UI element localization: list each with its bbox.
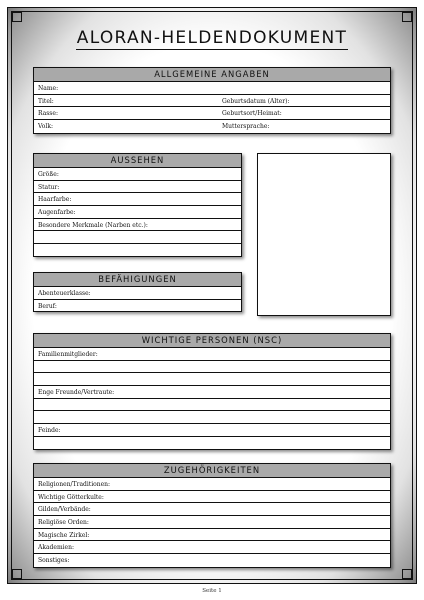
field-label: Sonstiges: (38, 557, 70, 565)
form-row[interactable] (34, 503, 390, 516)
field-label: Rasse: (38, 110, 58, 118)
form-row-volk[interactable] (34, 120, 390, 133)
form-row[interactable] (34, 491, 390, 504)
form-row-titel[interactable] (34, 95, 390, 108)
field-label: Muttersprache: (222, 123, 270, 131)
section-allgemeine (33, 67, 391, 134)
field-label: Abenteuerklasse: (38, 290, 91, 297)
page-number: Seite 1 (202, 588, 222, 594)
form-row[interactable] (34, 181, 241, 194)
section-header: BEFÄHIGUNGEN (34, 273, 241, 287)
field-label: Magische Zirkel: (38, 531, 90, 539)
document-title-wrap (0, 28, 424, 48)
form-row[interactable] (34, 219, 241, 232)
form-row[interactable] (34, 516, 390, 529)
form-row-blank[interactable] (34, 231, 241, 244)
form-row-blank[interactable] (34, 244, 241, 257)
document-title: ALORAN-HELDENDOKUMENT (76, 28, 348, 48)
form-row[interactable] (34, 206, 241, 219)
form-row[interactable] (34, 424, 390, 437)
form-row[interactable] (34, 348, 390, 361)
field-label: Haarfarbe: (38, 196, 72, 204)
section-aussehen (33, 153, 242, 257)
form-row[interactable] (34, 478, 390, 491)
form-row[interactable] (34, 554, 390, 567)
form-row-name[interactable] (34, 82, 390, 95)
field-label: Akademien: (38, 544, 74, 552)
section-personen (33, 333, 391, 450)
form-row-blank[interactable] (34, 437, 390, 450)
field-label: Beruf: (38, 302, 57, 310)
section-header: AUSSEHEN (34, 154, 241, 168)
form-row[interactable] (34, 529, 390, 542)
portrait-box[interactable] (257, 153, 391, 316)
form-row-blank[interactable] (34, 399, 390, 412)
form-row[interactable] (34, 287, 241, 300)
field-label: Statur: (38, 183, 60, 191)
form-row-blank[interactable] (34, 411, 390, 424)
form-row-blank[interactable] (34, 361, 390, 374)
field-label: Familienmitglieder: (38, 351, 98, 358)
field-label: Geburtsort/Heimat: (222, 110, 282, 118)
form-row[interactable] (34, 541, 390, 554)
field-label: Volk: (38, 123, 53, 131)
field-label: Wichtige Götterkulte: (38, 493, 104, 501)
field-label: Gilden/Verbände: (38, 506, 91, 514)
field-label: Besondere Merkmale (Narben etc.): (38, 221, 148, 229)
field-label: Geburtsdatum (Alter): (222, 97, 290, 105)
section-header: WICHTIGE PERSONEN (NSC) (34, 334, 390, 348)
field-label: Augenfarbe: (38, 209, 76, 217)
field-label: Titel: (38, 97, 54, 105)
corner-ornament (12, 569, 22, 579)
form-row[interactable] (34, 168, 241, 181)
form-row[interactable] (34, 300, 241, 313)
form-row[interactable] (34, 386, 390, 399)
field-label: Religiöse Orden: (38, 519, 89, 527)
section-header: ZUGEHÖRIGKEITEN (34, 464, 390, 478)
field-label: Name: (38, 85, 59, 92)
corner-ornament (12, 12, 22, 22)
form-row[interactable] (34, 193, 241, 206)
field-label: Enge Freunde/Vertraute: (38, 389, 115, 397)
corner-ornament (402, 12, 412, 22)
section-header: ALLGEMEINE ANGABEN (34, 68, 390, 82)
field-label: Religionen/Traditionen: (38, 481, 111, 488)
field-label: Feinde: (38, 427, 61, 435)
form-row-blank[interactable] (34, 373, 390, 386)
section-befaehigungen (33, 272, 242, 312)
corner-ornament (402, 569, 412, 579)
form-row-rasse[interactable] (34, 107, 390, 120)
section-zugehoerigkeiten (33, 463, 391, 568)
field-label: Größe: (38, 171, 59, 178)
